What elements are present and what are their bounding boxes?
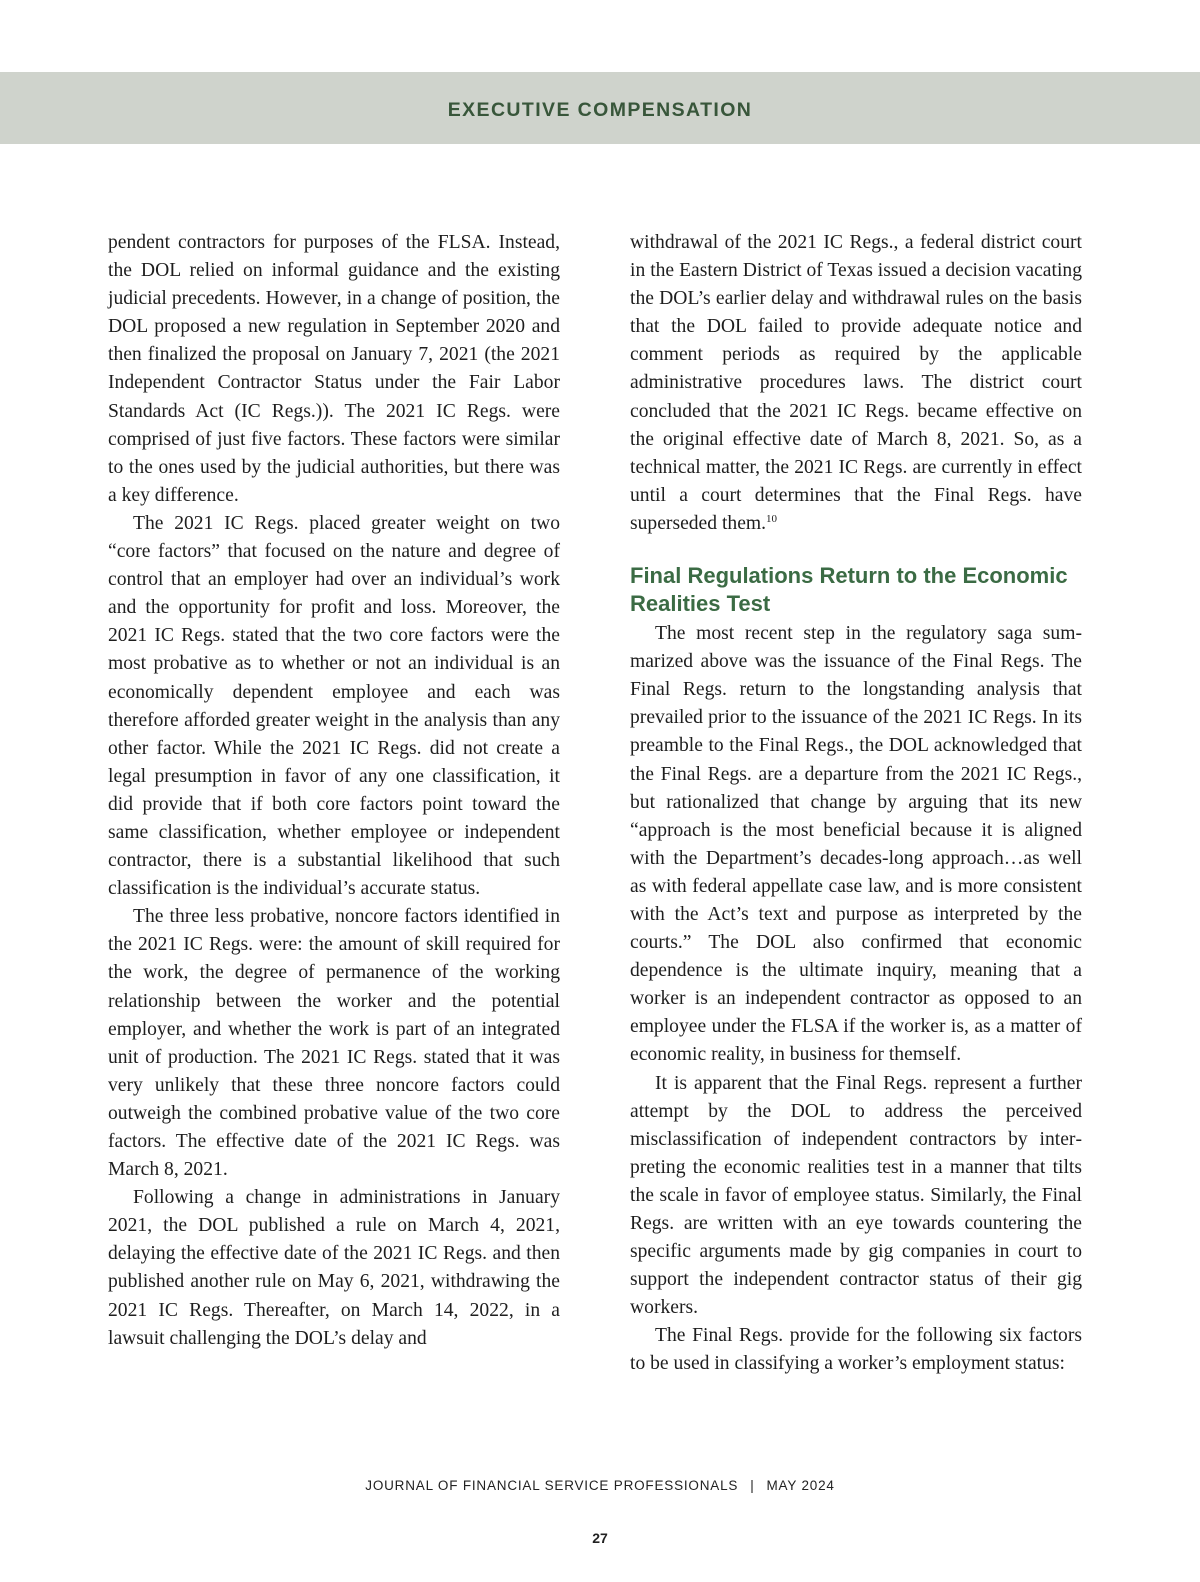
footer-journal: JOURNAL OF FINANCIAL SERVICE PROFESSIONALS — [365, 1478, 739, 1493]
right-column — [630, 229, 1082, 1379]
right-intro-paragraph — [630, 229, 1082, 538]
footer-separator: | — [750, 1478, 755, 1493]
left-paragraph-1: pendent contractors for purposes of the FLSA. Instead, the DOL relied on informal guidance and the existing judicial precedents. However, in a change of position, the DOL proposed a new regulation in September 2020 and then finalized the proposal on January 7, 2021 (the 2021 Independent Contractor Status under the Fair Labor Standards Act (IC Regs.)). The 2021 IC Regs. were comprised of just five factors. These factors were similar to the ones used by the judicial authorities, but there was a key difference. — [108, 232, 560, 506]
left-column — [108, 229, 560, 1353]
section-header-title: EXECUTIVE COMPENSATION — [447, 99, 753, 121]
right-paragraph-2: It is apparent that the Final Regs. represent a further attempt by the DOL to address the perceived misclassification of independent contractors by interpreting the economic realities test in a manner that tilts the scale in favor of employee status. Similarly, the Final Regs. are written with an eye towards countering the specific arguments made by gig companies in court to support the independent contractor status of their gig workers. — [630, 1072, 1082, 1319]
left-paragraph-4: Following a change in administrations in January 2021, the DOL published a rule on March 4, 2021, delaying the effective date of the 2021 IC Regs. and then published another rule on May 6, 2021, withdrawing the 2021 IC Regs. Thereafter, on March 14, 2022, in a lawsuit challenging the DOL’s delay and — [108, 1187, 560, 1349]
footer — [0, 1478, 1200, 1493]
right-paragraph-1: The most recent step in the regulatory saga summarized above was the issuance of the Final Regs. The Final Regs. return to the longstanding analysis that prevailed prior to the issuance of the 2021 IC Regs. In its preamble to the Final Regs., the DOL acknowledged that the Final Regs. are a departure from the 2021 IC Regs., but rationalized that change by arguing that its new “approach is the most beneficial because it is aligned with the Department’s decades-long approach…as well as with federal appellate case law, and is more consistent with the Act’s text and purpose as interpreted by the courts.” The DOL also confirmed that economic dependence is the ultimate inquiry, meaning that a worker is an independent contractor as opposed to an employee under the FLSA if the worker is, as a matter of economic reality, in business for themself. — [630, 623, 1082, 1066]
page-number: 27 — [592, 1530, 608, 1546]
footer-date: MAY 2024 — [766, 1478, 835, 1493]
header-band — [0, 72, 1200, 144]
footnote-ref-10[interactable]: 10 — [766, 512, 778, 525]
right-intro-text: withdrawal of the 2021 IC Regs., a federal district court in the Eastern District of Texas issued a decision vacating the DOL’s earlier delay and withdrawal rules on the basis that the DOL failed to provide adequate notice and comment periods as required by the applicable administrative procedures laws. The district court concluded that the 2021 IC Regs. became effective on the original effective date of March 8, 2021. So, as a technical matter, the 2021 IC Regs. are currently in effect until a court determines that the Final Regs. have superseded them. — [630, 232, 1082, 534]
left-paragraph-2: The 2021 IC Regs. placed greater weight on two “core factors” that focused on the nature and degree of control that an employer had over an individual’s work and the opportunity for profit and loss. Moreover, the 2021 IC Regs. stated that the two core factors were the most probative as to whether or not an individual is an economically dependent employee and each was therefore afforded greater weight in the analysis than any other factor. While the 2021 IC Regs. did not create a legal presumption in favor of any one classification, it did provide that if both core factors point toward the same classification, whether employee or independent contractor, there is a substantial likelihood that such classification is the individual’s accurate status. — [108, 512, 560, 900]
section-heading: Final Regulations Return to the Economic Realities Test — [630, 563, 1068, 617]
right-paragraph-3: The Final Regs. provide for the following six factors to be used in classifying a worker’s employment status: — [630, 1325, 1082, 1375]
left-paragraph-3: The three less probative, noncore factors identified in the 2021 IC Regs. were: the amount of skill required for the work, the degree of permanence of the working relationship between the worker and the potential employer, and whether the work is part of an integrated unit of production. The 2021 IC Regs. stated that it was very unlikely that these three noncore factors could outweigh the combined probative value of the two core factors. The effective date of the 2021 IC Regs. was March 8, 2021. — [108, 906, 560, 1181]
